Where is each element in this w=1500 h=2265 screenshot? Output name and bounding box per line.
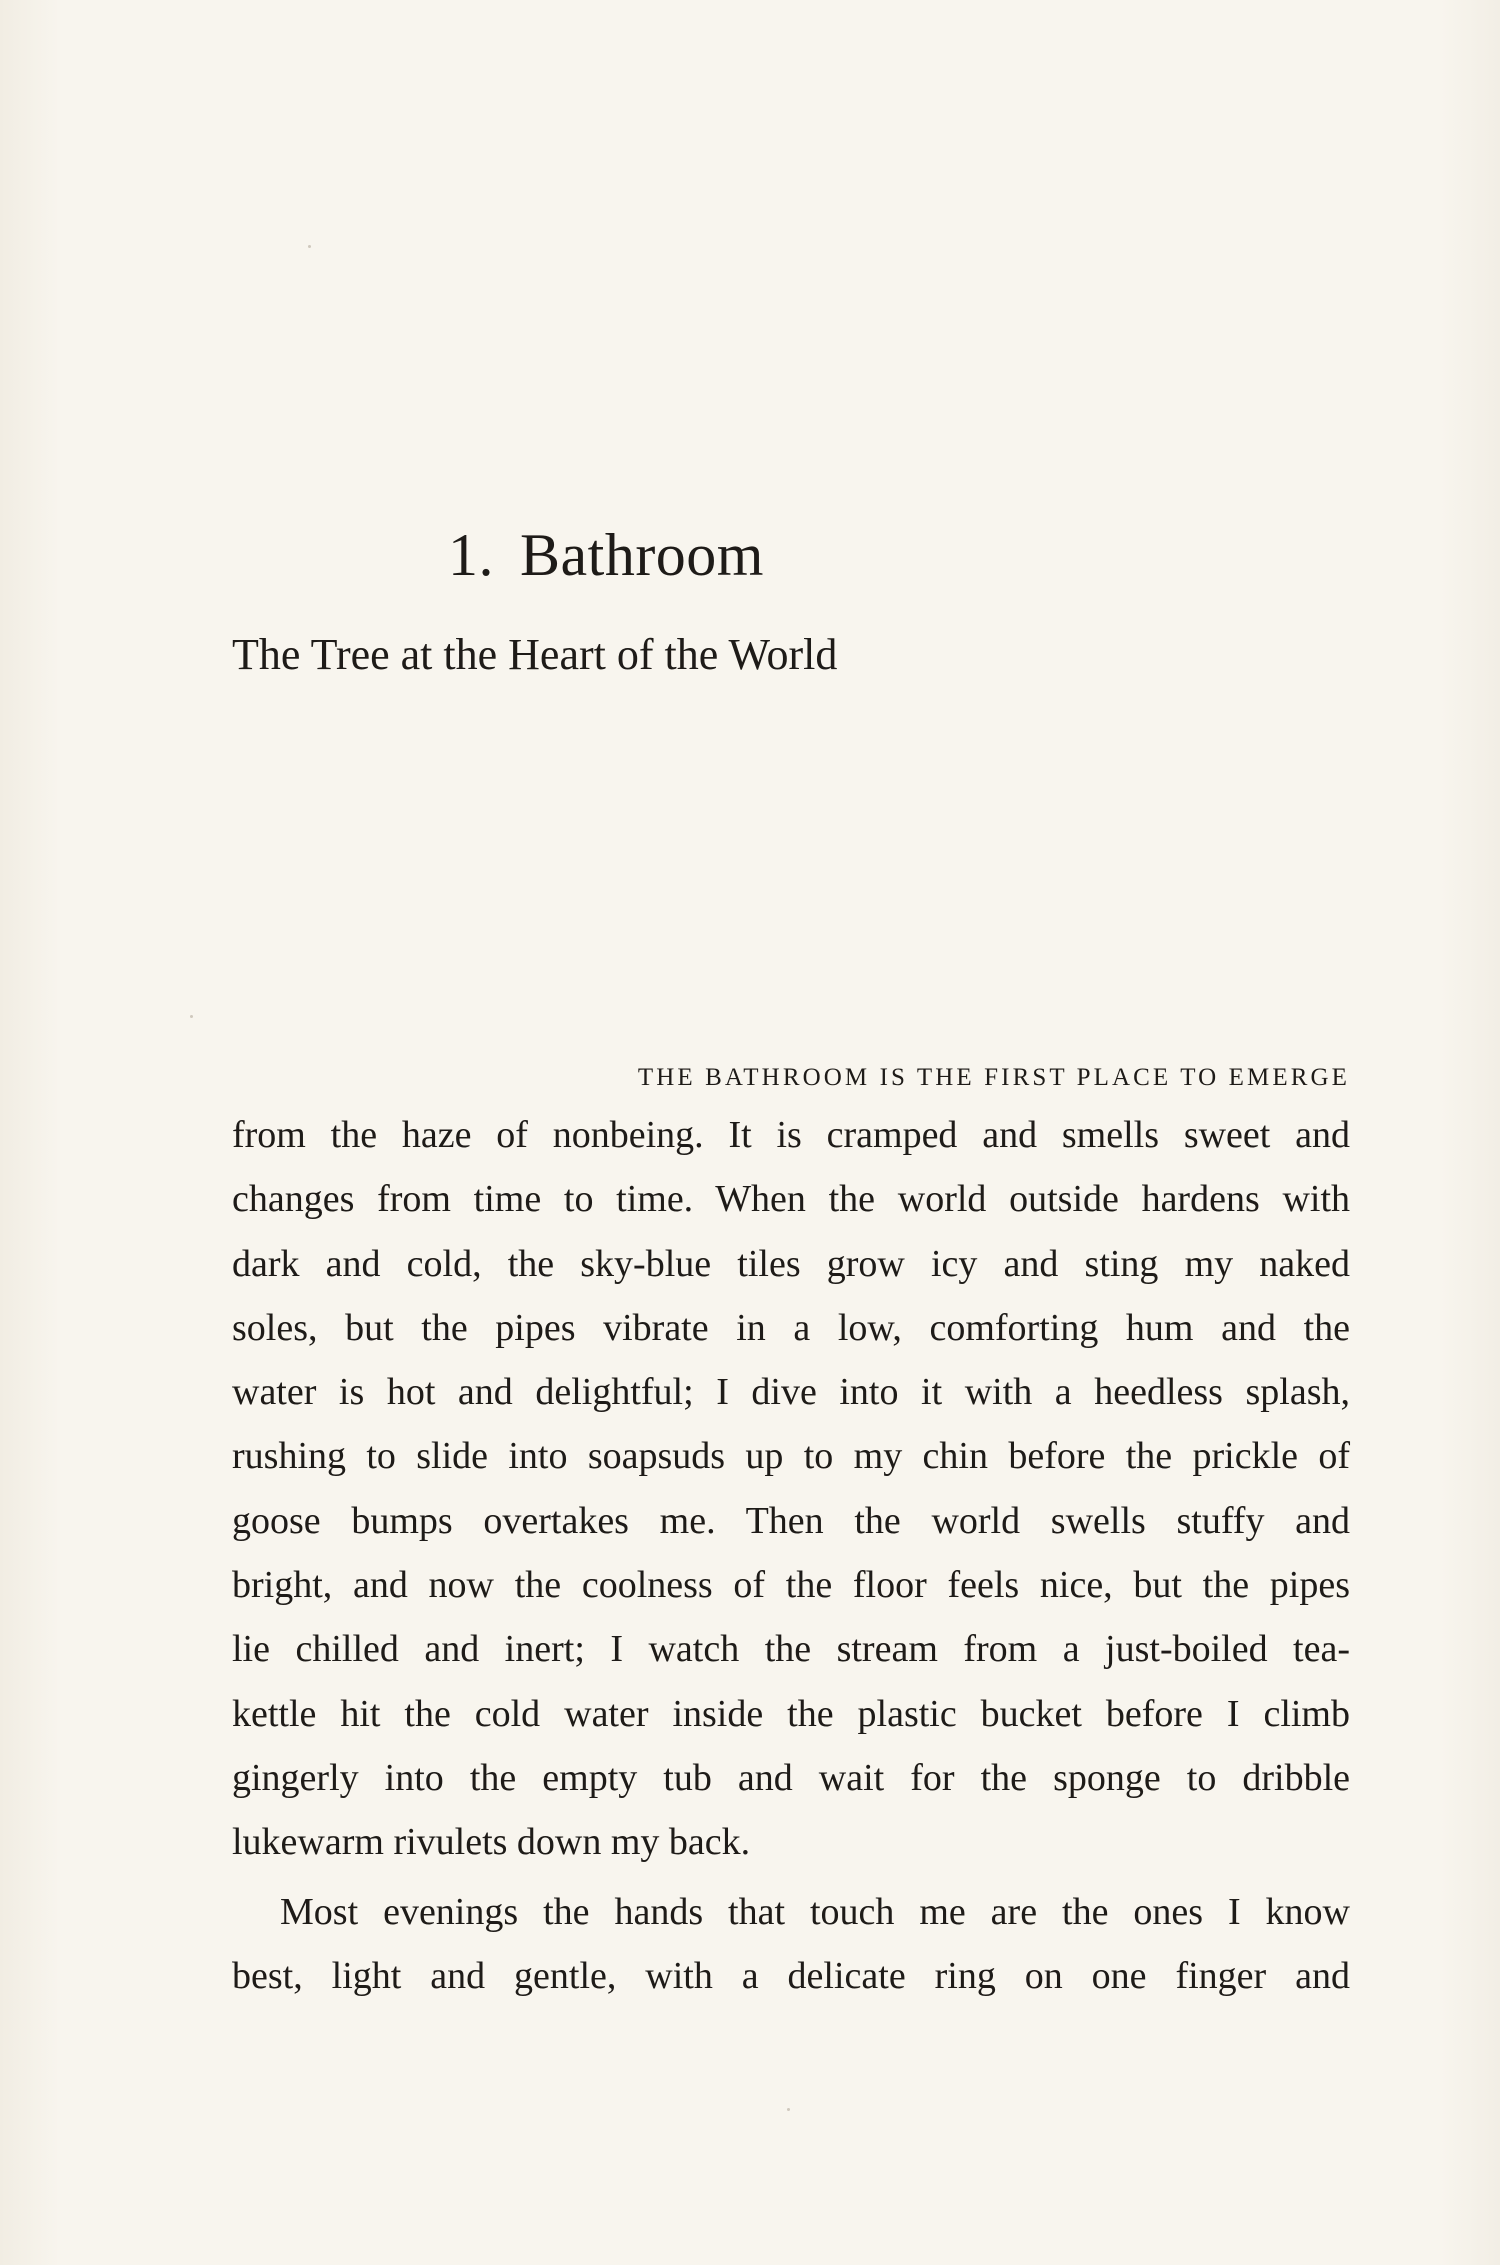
chapter-heading (448, 515, 764, 595)
paper-speck (308, 245, 311, 248)
paragraph-1-line: goose bumps overtakes me. Then the world swells stuffy and (232, 1499, 1350, 1542)
paragraph-2-line: Most evenings the hands that touch me are the ones I know (280, 1891, 1350, 1933)
paragraph-1-line: changes from time to time. When the world outside hardens with (232, 1178, 1350, 1221)
paragraph-2 (232, 1880, 1350, 2009)
paragraph-1-line: bright, and now the coolness of the floor feels nice, but the pipes (232, 1564, 1350, 1607)
paragraph-lead-small-caps: THE BATHROOM IS THE FIRST PLACE TO EMERGE (637, 1064, 1350, 1091)
chapter-number: 1. (448, 522, 494, 588)
paragraph-1 (232, 1103, 1350, 1875)
paragraph-1-line: lie chilled and inert; I watch the stream from a just-boiled tea- (232, 1628, 1350, 1671)
paragraph-2-line: best, light and gentle, with a delicate ring on one finger and (232, 1955, 1350, 1998)
paragraph-1-line: dark and cold, the sky-blue tiles grow icy and sting my naked (232, 1242, 1350, 1285)
paragraph-1-line: soles, but the pipes vibrate in a low, comforting hum and the (232, 1306, 1350, 1349)
paragraph-1-line: lukewarm rivulets down my back. (232, 1821, 751, 1864)
paragraph-1-line: kettle hit the cold water inside the plastic bucket before I climb (232, 1692, 1350, 1735)
chapter-title: Bathroom (520, 522, 764, 588)
paper-speck (787, 2108, 790, 2111)
paragraph-1-line: rushing to slide into soapsuds up to my chin before the prickle of (232, 1435, 1350, 1478)
paper-speck (190, 1015, 193, 1018)
chapter-subtitle: The Tree at the Heart of the World (232, 630, 838, 679)
paragraph-1-line: water is hot and delightful; I dive into it with a heedless splash, (232, 1371, 1350, 1414)
paragraph-1-line: gingerly into the empty tub and wait for the sponge to dribble (232, 1756, 1350, 1799)
paragraph-1-line: from the haze of nonbeing. It is cramped and smells sweet and (232, 1114, 1350, 1156)
